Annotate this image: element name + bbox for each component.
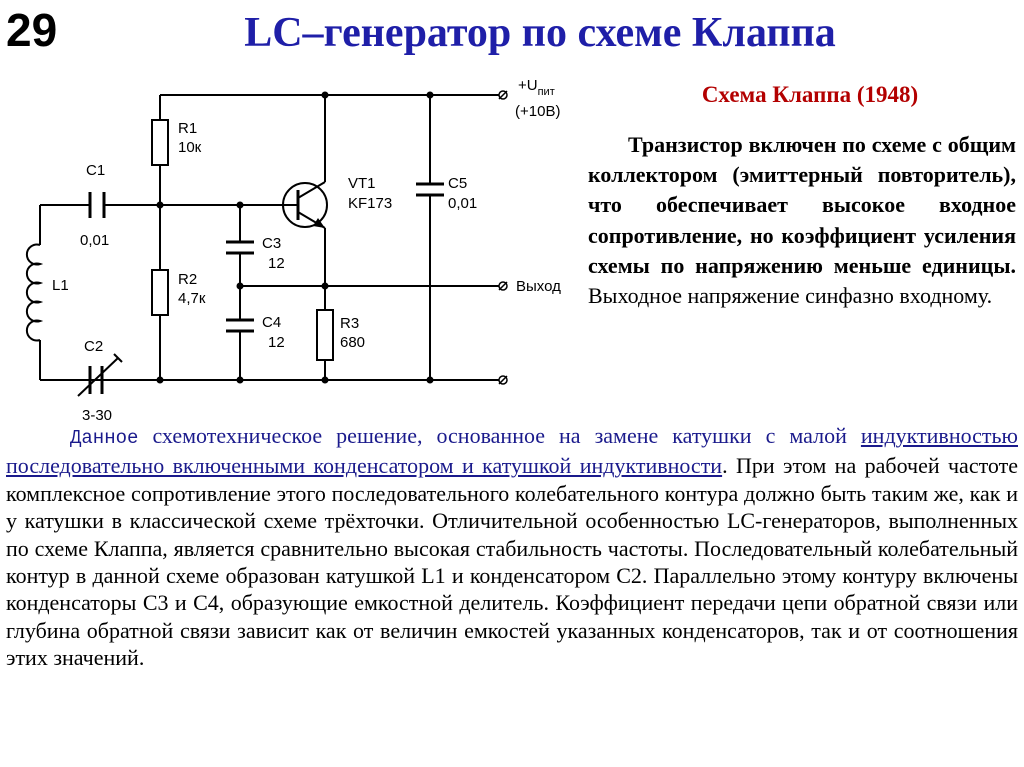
transistor-description-bold: Транзистор включен по схеме с общим коллектором (эмиттерный повторитель), что обеспечивает высокое входное сопротивление, но коэффициент усиления схемы по напряжению меньше единицы. xyxy=(588,132,1016,278)
c5-capacitor xyxy=(416,184,444,195)
supply-label xyxy=(518,77,555,98)
r3-name: R3 xyxy=(340,315,360,332)
r3-value: 680 xyxy=(340,334,366,351)
c3-capacitor xyxy=(226,242,254,253)
r2-value: 4,7к xyxy=(178,290,206,307)
transistor-description xyxy=(588,130,1016,311)
vt1-model: KF173 xyxy=(348,195,393,212)
terminals xyxy=(499,91,507,384)
page-title xyxy=(160,6,920,60)
terminal-slashes xyxy=(499,91,507,384)
lead-word: Данное xyxy=(70,427,139,449)
paragraph-part-2: индуктивностью последовательно включенными конденсатором и катушкой индуктивности xyxy=(6,423,1018,479)
vt1-name: VT1 xyxy=(348,175,376,192)
c4-value: 12 xyxy=(268,334,285,351)
title-rest: по схеме xyxy=(511,10,692,56)
title-mid: генератор xyxy=(323,10,512,56)
clapp-heading: Схема Клаппа (1948) xyxy=(701,82,919,107)
c5-value: 0,01 xyxy=(448,195,478,212)
c4-capacitor xyxy=(226,320,254,331)
c3-name: C3 xyxy=(262,235,282,252)
r2-resistor xyxy=(152,270,168,315)
l1-inductor xyxy=(27,245,40,341)
c3-value: 12 xyxy=(268,255,285,272)
c1-name: C1 xyxy=(86,162,106,179)
r1-name: R1 xyxy=(178,120,198,137)
slide-number: 29 xyxy=(6,4,58,56)
title-prefix: LC– xyxy=(244,10,324,56)
paragraph-part-1: схемотехническое решение, основанное на замене катушки с малой xyxy=(138,423,861,448)
supply-u: +U xyxy=(518,77,538,94)
title-end: Клаппа xyxy=(691,10,836,56)
l1-name: L1 xyxy=(52,277,69,294)
output-label: Выход xyxy=(516,278,561,295)
supply-value: (+10В) xyxy=(515,103,561,120)
transistor-description-normal: Выходное напряжение синфазно входному. xyxy=(588,283,993,309)
c4-name: C4 xyxy=(262,314,282,331)
r2-name: R2 xyxy=(178,271,198,288)
r1-resistor xyxy=(152,120,168,165)
supply-sub: пит xyxy=(537,86,555,98)
c5-name: C5 xyxy=(448,175,468,192)
c1-capacitor xyxy=(90,192,104,218)
paragraph-part-3: . При этом на рабочей частоте комплексное сопротивление этого последовательного колебательного контура должно быть таким же, как и у катушки в классической схеме трёхточки. Отличительной особенностью LC-генераторов, выполненных по схеме Клаппа, является сравнительно высокая стабильность частоты. Последовательный колебательный контур в данной схеме образован катушкой L1 и конденсатором C2. Параллельно этому контуру включены конденсаторы C3 и C4, образующие емкостной делитель. Коэффициент передачи цепи обратной связи или глубина обратной связи зависит как от величин емкостей указанных конденсаторов, так и от соотношения этих значений. xyxy=(6,453,1018,671)
main-paragraph xyxy=(6,422,1018,672)
c2-value: 3-30 xyxy=(82,407,113,420)
c1-value: 0,01 xyxy=(80,232,110,249)
c2-name: C2 xyxy=(84,338,104,355)
r1-value: 10к xyxy=(178,139,202,156)
clapp-oscillator-schematic xyxy=(0,60,590,420)
junction-dots xyxy=(157,92,434,384)
c2-variable-capacitor xyxy=(40,354,130,396)
r3-resistor xyxy=(317,310,333,360)
